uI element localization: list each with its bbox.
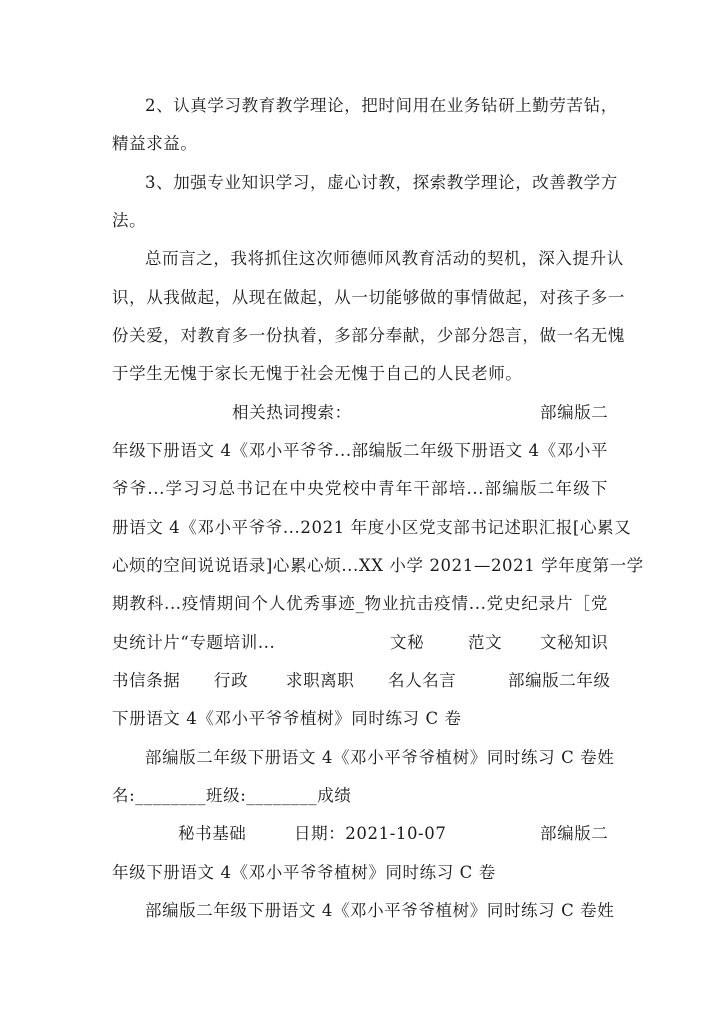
category-link-xingzheng[interactable]: 行政 xyxy=(214,671,249,690)
paragraph-line: 2、认真学习教育教学理论，把时间用在业务钻研上勤劳苦钻， xyxy=(145,96,618,115)
article-body-line: 名:________班级:________成绩 xyxy=(112,786,352,805)
category-link-wenmi-zhishi[interactable]: 文秘知识 xyxy=(540,633,609,652)
related-search-line[interactable]: 期教科...疫情期间个人优秀事迹_物业抗击疫情...党史纪录片［党 xyxy=(112,594,608,613)
article-title-line[interactable]: 年级下册语文 4《邓小平爷爷植树》同时练习 C 卷 xyxy=(112,863,496,882)
paragraph-line: 于学生无愧于家长无愧于社会无愧于自己的人民老师。 xyxy=(112,364,523,383)
article-title-line[interactable]: 下册语文 4《邓小平爷爷植树》同时练习 C 卷 xyxy=(112,709,462,728)
category-link-fanwen[interactable]: 范文 xyxy=(468,633,503,652)
article-body-line: 部编版二年级下册语文 4《邓小平爷爷植树》同时练习 C 卷姓 xyxy=(145,901,615,920)
category-link-shuxin[interactable]: 书信条据 xyxy=(112,671,181,690)
article-title-start[interactable]: 部编版二 xyxy=(540,824,609,843)
category-label: 秘书基础 xyxy=(178,824,247,843)
paragraph-line: 识，从我做起，从现在做起，从一切能够做的事情做起，对孩子多一 xyxy=(112,288,625,307)
category-link-mingren[interactable]: 名人名言 xyxy=(388,671,457,690)
article-title-start[interactable]: 部编版二年级 xyxy=(508,671,611,690)
article-body-line: 部编版二年级下册语文 4《邓小平爷爷植树》同时练习 C 卷姓 xyxy=(145,748,615,767)
paragraph-line: 份关爱，对教育多一份执着，多部分奉献，少部分怨言，做一名无愧 xyxy=(112,326,625,345)
category-link-wenmi[interactable]: 文秘 xyxy=(390,633,425,652)
related-search-line[interactable]: 册语文 4《邓小平爷爷...2021 年度小区党支部书记述职汇报[心累又 xyxy=(112,518,632,537)
related-search-line[interactable]: 爷爷...学习习总书记在中央党校中青年干部培...部编版二年级下 xyxy=(112,479,608,498)
related-search-line[interactable]: 年级下册语文 4《邓小平爷爷...部编版二年级下册语文 4《邓小平 xyxy=(112,441,609,460)
category-link-qiuzhi[interactable]: 求职离职 xyxy=(286,671,355,690)
article-date: 日期：2021-10-07 xyxy=(294,824,447,843)
related-search-link[interactable]: 部编版二 xyxy=(540,403,609,422)
related-search-line[interactable]: 史统计片“专题培训... xyxy=(112,633,276,652)
paragraph-line: 法。 xyxy=(112,211,147,230)
paragraph-line: 3、加强专业知识学习，虚心讨教，探索教学理论，改善教学方 xyxy=(145,173,618,192)
related-search-line[interactable]: 心烦的空间说说语录]心累心烦...XX 小学 2021—2021 学年度第一学 xyxy=(112,556,644,575)
related-search-label: 相关热词搜索： xyxy=(232,403,352,422)
paragraph-line: 总而言之，我将抓住这次师德师风教育活动的契机，深入提升认 xyxy=(145,249,624,268)
paragraph-line: 精益求益。 xyxy=(112,134,198,153)
